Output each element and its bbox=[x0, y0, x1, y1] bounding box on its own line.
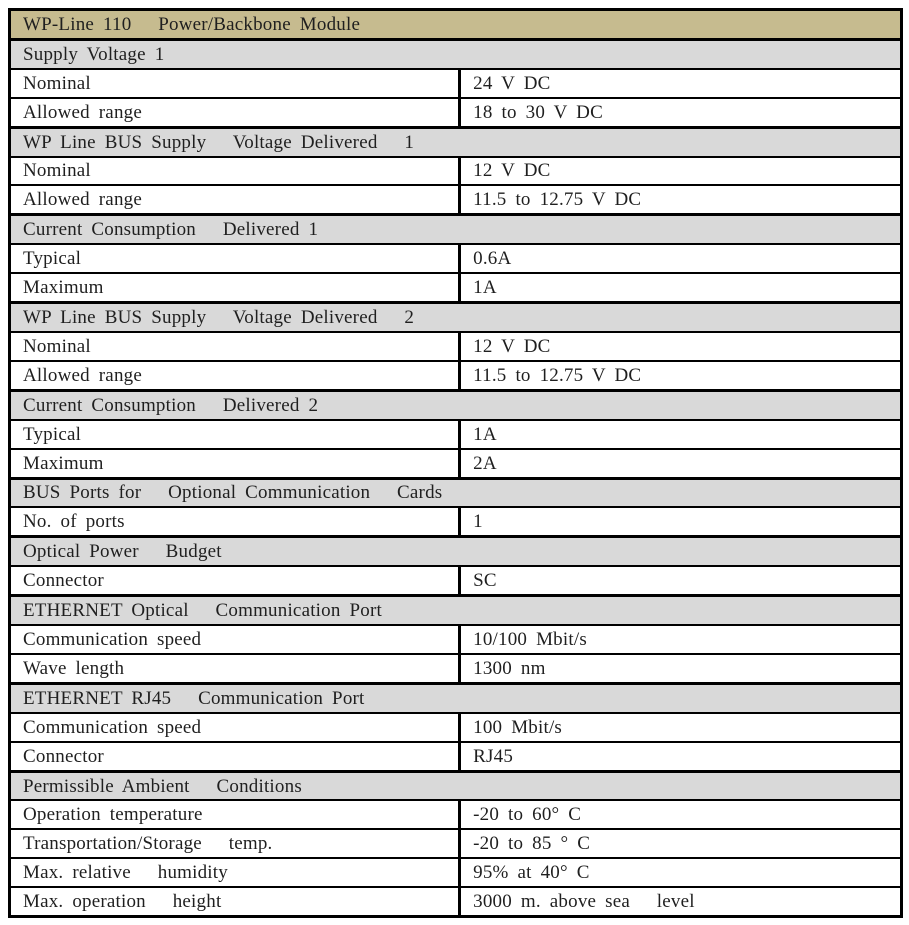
row-value: 100 Mbit/s bbox=[473, 716, 563, 738]
row-value: 12 V DC bbox=[473, 160, 551, 182]
row-value: 24 V DC bbox=[473, 72, 551, 94]
row-label-cell bbox=[11, 70, 458, 97]
row-value: 1A bbox=[473, 277, 497, 299]
row-value: 12 V DC bbox=[473, 335, 551, 357]
section-row bbox=[11, 389, 900, 419]
data-row bbox=[11, 799, 900, 828]
row-label-cell bbox=[11, 859, 458, 886]
row-label: Maximum bbox=[23, 277, 104, 299]
row-label-cell bbox=[11, 186, 458, 213]
row-label: Nominal bbox=[23, 72, 91, 94]
row-value: SC bbox=[473, 570, 497, 592]
row-value-cell bbox=[458, 743, 900, 770]
section-row bbox=[11, 126, 900, 156]
data-row bbox=[11, 506, 900, 535]
row-label: Communication speed bbox=[23, 628, 202, 650]
section-row bbox=[11, 535, 900, 565]
row-label-cell bbox=[11, 830, 458, 857]
row-value-cell bbox=[458, 888, 900, 915]
data-row bbox=[11, 828, 900, 857]
row-label-cell bbox=[11, 333, 458, 360]
data-row bbox=[11, 156, 900, 185]
section-row bbox=[11, 213, 900, 243]
data-row bbox=[11, 331, 900, 360]
data-row bbox=[11, 360, 900, 389]
row-label: Maximum bbox=[23, 452, 104, 474]
row-label-cell bbox=[11, 99, 458, 126]
row-label: Max. operation height bbox=[23, 891, 222, 913]
row-value: RJ45 bbox=[473, 745, 514, 767]
data-row bbox=[11, 272, 900, 301]
spec-table bbox=[8, 8, 903, 918]
row-value: 1300 nm bbox=[473, 657, 546, 679]
row-label-cell bbox=[11, 245, 458, 272]
row-value-cell bbox=[458, 421, 900, 448]
row-value: 11.5 to 12.75 V DC bbox=[473, 364, 642, 386]
row-value-cell bbox=[458, 626, 900, 653]
row-value-cell bbox=[458, 362, 900, 389]
row-value: 1 bbox=[473, 511, 483, 533]
section-row bbox=[11, 594, 900, 624]
row-value-cell bbox=[458, 655, 900, 682]
row-value-cell bbox=[458, 245, 900, 272]
row-label: Max. relative humidity bbox=[23, 862, 228, 884]
row-label-cell bbox=[11, 158, 458, 185]
row-value-cell bbox=[458, 801, 900, 828]
row-value-cell bbox=[458, 333, 900, 360]
section-label: Current Consumption Delivered 1 bbox=[23, 219, 319, 241]
section-row bbox=[11, 477, 900, 507]
section-label: BUS Ports for Optional Communication Cards bbox=[23, 482, 443, 504]
data-row bbox=[11, 68, 900, 97]
row-label: Wave length bbox=[23, 657, 125, 679]
row-value: 10/100 Mbit/s bbox=[473, 628, 587, 650]
row-label: Operation temperature bbox=[23, 804, 203, 826]
row-label-cell bbox=[11, 421, 458, 448]
data-row bbox=[11, 97, 900, 126]
row-value-cell bbox=[458, 450, 900, 477]
row-value-cell bbox=[458, 99, 900, 126]
row-label: Communication speed bbox=[23, 716, 202, 738]
row-label-cell bbox=[11, 450, 458, 477]
section-row bbox=[11, 770, 900, 800]
row-value: 0.6A bbox=[473, 248, 512, 270]
data-row bbox=[11, 243, 900, 272]
row-label: Connector bbox=[23, 745, 104, 767]
row-label: Typical bbox=[23, 423, 82, 445]
row-value: 18 to 30 V DC bbox=[473, 101, 603, 123]
row-label-cell bbox=[11, 655, 458, 682]
row-value: 1A bbox=[473, 423, 497, 445]
table-title-row bbox=[11, 11, 900, 38]
row-value: 95% at 40° C bbox=[473, 862, 590, 884]
row-label-cell bbox=[11, 888, 458, 915]
row-label: Allowed range bbox=[23, 189, 142, 211]
data-row bbox=[11, 653, 900, 682]
row-value-cell bbox=[458, 274, 900, 301]
row-label: No. of ports bbox=[23, 511, 125, 533]
row-label: Typical bbox=[23, 248, 82, 270]
data-row bbox=[11, 565, 900, 594]
row-label: Connector bbox=[23, 570, 104, 592]
data-row bbox=[11, 419, 900, 448]
row-label: Nominal bbox=[23, 335, 91, 357]
data-row bbox=[11, 184, 900, 213]
row-label: Allowed range bbox=[23, 101, 142, 123]
section-label: ETHERNET Optical Communication Port bbox=[23, 600, 382, 622]
section-row bbox=[11, 301, 900, 331]
data-row bbox=[11, 448, 900, 477]
row-label-cell bbox=[11, 626, 458, 653]
row-label-cell bbox=[11, 743, 458, 770]
row-value: 11.5 to 12.75 V DC bbox=[473, 189, 642, 211]
section-label: Current Consumption Delivered 2 bbox=[23, 394, 319, 416]
row-label: Transportation/Storage temp. bbox=[23, 833, 273, 855]
row-label-cell bbox=[11, 801, 458, 828]
row-label: Nominal bbox=[23, 160, 91, 182]
row-label-cell bbox=[11, 274, 458, 301]
row-value: -20 to 60° C bbox=[473, 804, 582, 826]
row-label-cell bbox=[11, 567, 458, 594]
row-label-cell bbox=[11, 714, 458, 741]
section-label: Optical Power Budget bbox=[23, 541, 222, 563]
table-title: WP-Line 110 Power/Backbone Module bbox=[23, 13, 361, 35]
section-label: WP Line BUS Supply Voltage Delivered 2 bbox=[23, 307, 415, 329]
data-row bbox=[11, 712, 900, 741]
row-value-cell bbox=[458, 508, 900, 535]
data-row bbox=[11, 741, 900, 770]
row-value-cell bbox=[458, 70, 900, 97]
section-label: Permissible Ambient Conditions bbox=[23, 775, 302, 797]
row-value-cell bbox=[458, 859, 900, 886]
row-value: 3000 m. above sea level bbox=[473, 891, 695, 913]
row-value: 2A bbox=[473, 452, 497, 474]
section-label: ETHERNET RJ45 Communication Port bbox=[23, 687, 365, 709]
data-row bbox=[11, 886, 900, 915]
row-value-cell bbox=[458, 567, 900, 594]
row-value: -20 to 85 ° C bbox=[473, 833, 591, 855]
row-label-cell bbox=[11, 508, 458, 535]
section-row bbox=[11, 682, 900, 712]
row-value-cell bbox=[458, 158, 900, 185]
data-row bbox=[11, 857, 900, 886]
row-value-cell bbox=[458, 830, 900, 857]
section-label: WP Line BUS Supply Voltage Delivered 1 bbox=[23, 131, 415, 153]
section-row bbox=[11, 38, 900, 68]
row-label: Allowed range bbox=[23, 364, 142, 386]
data-row bbox=[11, 624, 900, 653]
row-value-cell bbox=[458, 186, 900, 213]
row-label-cell bbox=[11, 362, 458, 389]
section-label: Supply Voltage 1 bbox=[23, 43, 165, 65]
row-value-cell bbox=[458, 714, 900, 741]
